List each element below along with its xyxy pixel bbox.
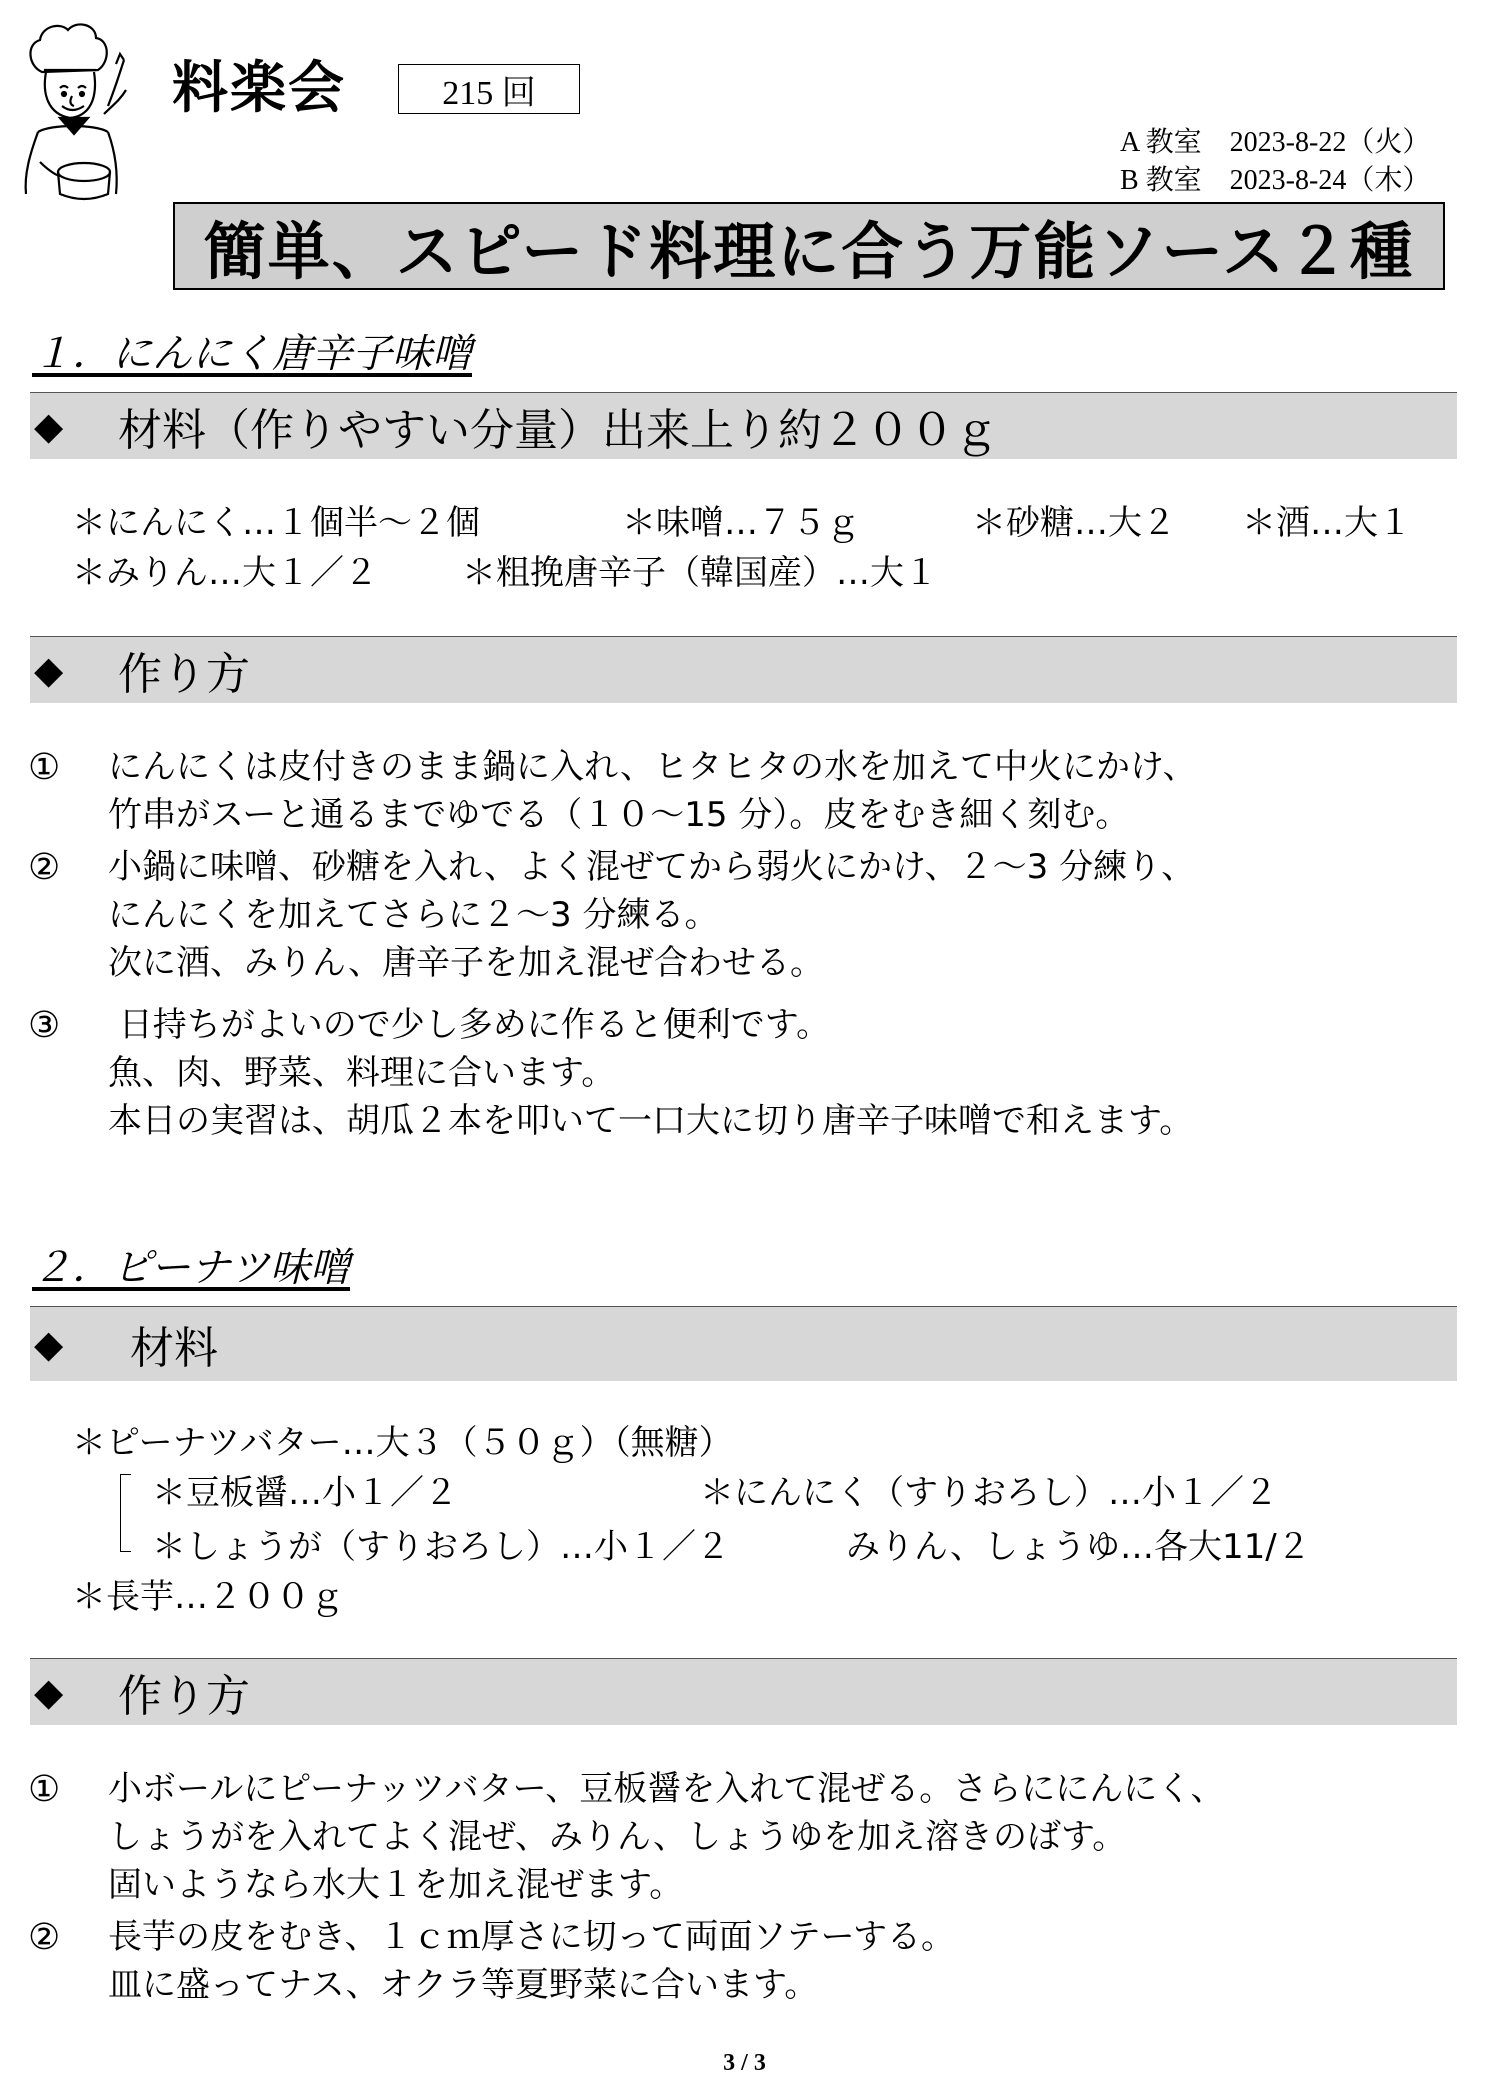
section1-heading: １．にんにく唐辛子味噌 [32, 331, 472, 377]
step-number: ② [28, 1917, 61, 1958]
ingredient-item: ＊砂糖…大２ [972, 503, 1176, 543]
bracket-mark [120, 1474, 131, 1552]
diamond-icon: ◆ [34, 1670, 64, 1714]
class-a-date: A 教室 2023-8-22（火） [1120, 127, 1431, 158]
step-line: 長芋の皮をむき、１ｃｍ厚さに切って両面ソテーする。 [108, 1917, 955, 1957]
band-label: 作り方 [118, 1671, 250, 1722]
diamond-icon: ◆ [34, 648, 64, 692]
diamond-icon: ◆ [34, 404, 64, 448]
step-line: 小鍋に味噌、砂糖を入れ、よく混ぜてから弱火にかけ、２～3 分練り、 [108, 847, 1196, 887]
step-number: ① [28, 747, 61, 788]
recipe-title: 簡単、スピード料理に合う万能ソース２種 [173, 202, 1445, 290]
step-line: 日持ちがよいので少し多めに作ると便利です。 [108, 1005, 831, 1045]
step-line: 固いようなら水大１を加え混ぜます。 [108, 1865, 684, 1905]
band-label: 作り方 [118, 649, 250, 700]
section1-method-band [30, 636, 1457, 703]
band-label: 材料 [130, 1323, 218, 1374]
ingredient-item: ＊にんにく…１個半～２個 [72, 503, 480, 543]
section2-method-band [30, 1658, 1457, 1725]
ingredient-item: ＊にんにく（すりおろし）…小１／２ [700, 1473, 1278, 1513]
band-label: 材料（作りやすい分量）出来上り約２００ｇ [118, 405, 998, 456]
step-line: にんにくは皮付きのまま鍋に入れ、ヒタヒタの水を加えて中火にかけ、 [108, 747, 1197, 787]
ingredient-item: ＊粗挽唐辛子（韓国産）…大１ [462, 553, 938, 593]
class-b-date: B 教室 2023-8-24（木） [1120, 165, 1431, 196]
section1-ingredients-band [30, 392, 1457, 459]
ingredient-item: ＊豆板醤…小１／２ [152, 1473, 458, 1513]
club-name: 料楽会 [172, 56, 346, 121]
step-line: 次に酒、みりん、唐辛子を加え混ぜ合わせる。 [108, 943, 825, 983]
step-line: 魚、肉、野菜、料理に合います。 [108, 1053, 616, 1093]
step-line: しょうがを入れてよく混ぜ、みりん、しょうゆを加え溶きのばす。 [108, 1817, 1127, 1857]
step-line: 小ボールにピーナッツバター、豆板醤を入れて混ぜる。さらににんにく、 [108, 1769, 1225, 1809]
ingredient-item: ＊ピーナツバター…大３（５０ｇ）（無糖） [72, 1423, 733, 1463]
step-line: 皿に盛ってナス、オクラ等夏野菜に合います。 [108, 1965, 819, 2005]
chef-illustration [20, 14, 130, 204]
step-number: ③ [28, 1005, 61, 1046]
ingredient-item: みりん、しょうゆ…各大11/２ [846, 1527, 1311, 1567]
step-line: にんにくを加えてさらに２～3 分練る。 [108, 895, 719, 935]
section2-ingredients-band [30, 1306, 1457, 1381]
step-number: ① [28, 1769, 61, 1810]
step-number: ② [28, 847, 61, 888]
ingredient-item: ＊みりん…大１／２ [72, 553, 378, 593]
section2-heading: ２．ピーナツ味噌 [32, 1245, 350, 1291]
diamond-icon: ◆ [34, 1322, 64, 1366]
ingredient-item: ＊長芋…２００ｇ [72, 1577, 344, 1617]
ingredient-item: ＊しょうが（すりおろし）…小１／２ [152, 1527, 730, 1567]
step-line: 本日の実習は、胡瓜２本を叩いて一口大に切り唐辛子味噌で和えます。 [108, 1101, 1194, 1141]
page-number: 3 / 3 [723, 2050, 766, 2076]
ingredient-item: ＊酒…大１ [1242, 503, 1412, 543]
ingredient-item: ＊味噌…７５ｇ [622, 503, 860, 543]
session-number-box: 215 回 [398, 64, 580, 114]
step-line: 竹串がスーと通るまでゆでる（１０～15 分）。皮をむき細く刻む。 [108, 795, 1130, 835]
